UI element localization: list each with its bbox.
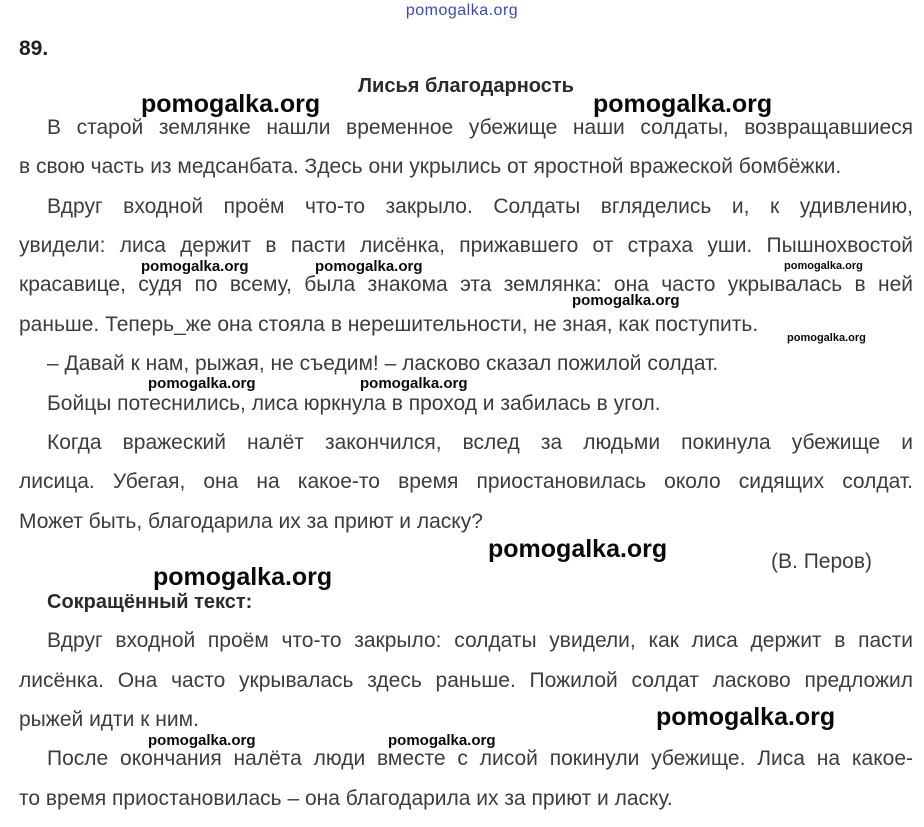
watermark: pomogalka.org	[315, 258, 423, 275]
text-line-10: лисица. Убегая, она на какое-то время приостановилась около сидящих солдат.	[19, 470, 913, 493]
watermark: pomogalka.org	[572, 292, 680, 309]
watermark: pomogalka.org	[360, 375, 468, 392]
watermark: pomogalka.org	[488, 535, 668, 563]
watermark: pomogalka.org	[148, 732, 256, 749]
short-text-line-4: После окончания налёта люди вместе с лисой покинули убежище. Лиса на какое-	[47, 747, 913, 770]
watermark: pomogalka.org	[784, 260, 863, 272]
short-text-line-3: рыжей идти к ним.	[19, 708, 199, 731]
text-line-3: Вдруг входной проём что-то закрыло. Солдаты вгляделись и, к удивлению,	[47, 195, 913, 218]
watermark: pomogalka.org	[787, 332, 866, 344]
text-line-1: В старой землянке нашли временное убежище наши солдаты, возвращавшиеся	[47, 116, 913, 139]
watermark: pomogalka.org	[148, 375, 256, 392]
watermark: pomogalka.org	[388, 732, 496, 749]
author: (В. Перов)	[771, 550, 872, 573]
text-line-8: Бойцы потеснились, лиса юркнула в проход и забилась в угол.	[47, 392, 661, 415]
text-line-5: красавице, судя по всему, была знакома эта землянка: она часто укрывалась в ней	[19, 273, 913, 296]
watermark: pomogalka.org	[141, 90, 321, 118]
watermark: pomogalka.org	[153, 563, 333, 591]
watermark-top: pomogalka.org	[405, 2, 519, 19]
text-title: Лисья благодарность	[358, 75, 574, 97]
watermark: pomogalka.org	[656, 703, 836, 731]
watermark: pomogalka.org	[593, 90, 773, 118]
text-line-7: – Давай к нам, рыжая, не съедим! – ласково сказал пожилой солдат.	[47, 352, 719, 375]
short-text-line-1: Вдруг входной проём что-то закрыло: солдаты увидели, как лиса держит в пасти	[47, 629, 913, 652]
short-text-heading: Сокращённый текст:	[47, 591, 253, 613]
text-line-9: Когда вражеский налёт закончился, вслед за людьми покинула убежище и	[47, 431, 913, 454]
exercise-number: 89.	[19, 37, 49, 60]
text-line-2: в свою часть из медсанбата. Здесь они укрылись от яростной вражеской бомбёжки.	[19, 155, 842, 178]
text-line-4: увидели: лиса держит в пасти лисёнка, прижавшего от страха уши. Пышнохвостой	[19, 234, 913, 257]
text-line-11: Может быть, благодарила их за приют и ласку?	[19, 510, 483, 533]
watermark: pomogalka.org	[141, 258, 249, 275]
short-text-line-5: то время приостановилась – она благодарила их за приют и ласку.	[19, 787, 673, 810]
text-line-6: раньше. Теперь_же она стояла в нерешительности, не зная, как поступить.	[19, 313, 759, 336]
short-text-line-2: лисёнка. Она часто укрывалась здесь раньше. Пожилой солдат ласково предложил	[19, 669, 913, 692]
